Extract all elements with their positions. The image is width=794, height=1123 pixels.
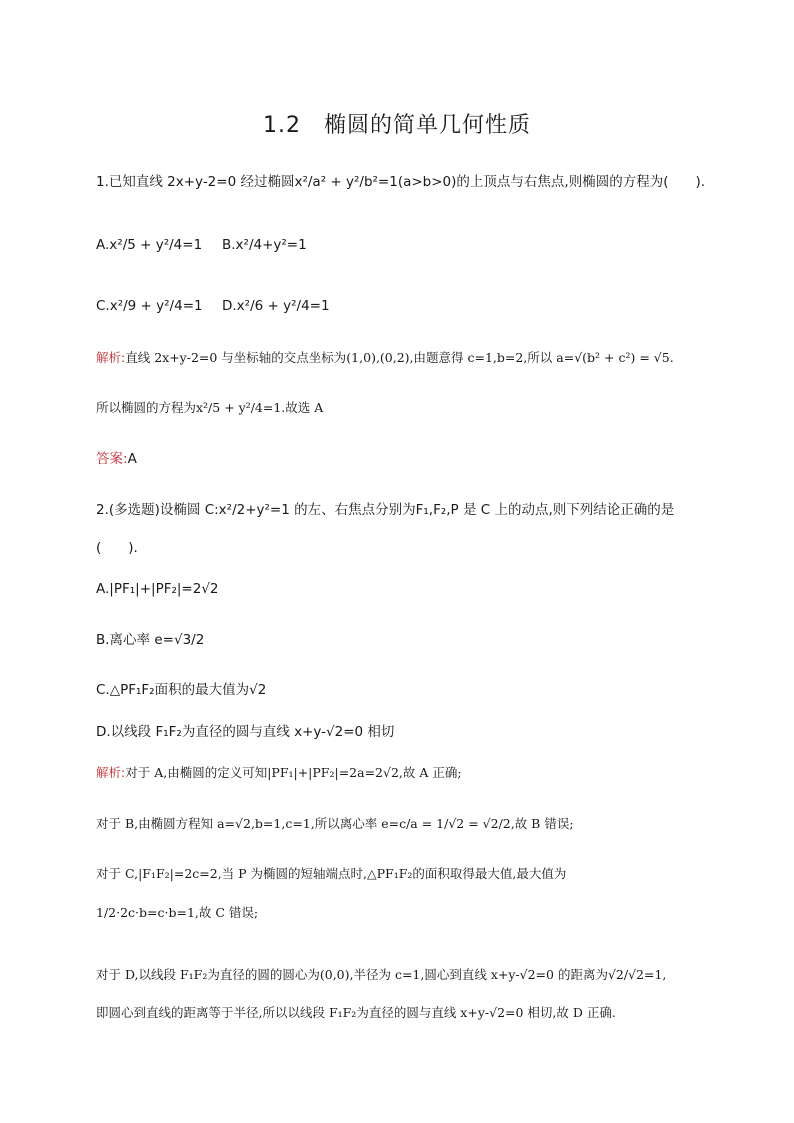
q2-stem: 2.(多选题)设椭圆 C:x²/2+y²=1 的左、右焦点分别为F₁,F₂,P 是 C 上的动点,则下列结论正确的是 [96, 502, 675, 518]
q2-option-b: B.离心率 e=√3/2 [96, 632, 205, 648]
q1-solution-line-2: 所以椭圆的方程为x²/5 + y²/4=1.故选 A [96, 400, 324, 415]
q2-option-c: C.△PF₁F₂面积的最大值为√2 [96, 682, 267, 698]
q1-option-b: B.x²/4+y²=1 [222, 237, 307, 253]
q2-solution-line-6: 即圆心到直线的距离等于半径,所以以线段 F₁F₂为直径的圆与直线 x+y-√2=0 相切,故 D 正确. [96, 1005, 616, 1020]
q1-option-a: A.x²/5 + y²/4=1 [96, 237, 203, 253]
q2-solution-line-5: 对于 D,以线段 F₁F₂为直径的圆的圆心为(0,0),半径为 c=1,圆心到直线 x+y-√2=0 的距离为√2/√2=1, [96, 967, 667, 982]
q1-option-d: D.x²/6 + y²/4=1 [222, 298, 330, 314]
q2-solution-line-2: 对于 B,由椭圆方程知 a=√2,b=1,c=1,所以离心率 e=c/a = 1/√2 = √2/2,故 B 错误; [96, 816, 574, 831]
q2-solution-line-3: 对于 C,|F₁F₂|=2c=2,当 P 为椭圆的短轴端点时,△PF₁F₂的面积取得最大值,最大值为 [96, 866, 567, 881]
q1-solution-text-1: 直线 2x+y-2=0 与坐标轴的交点坐标为(1,0),(0,2),由题意得 c=1,b=2,所以 a=√(b² + c²) = √5. [125, 350, 674, 365]
q2-option-d: D.以线段 F₁F₂为直径的圆与直线 x+y-√2=0 相切 [96, 724, 395, 740]
q1-solution-label: 解析: [96, 350, 126, 365]
q2-solution-text-1: 对于 A,由椭圆的定义可知|PF₁|+|PF₂|=2a=2√2,故 A 正确; [125, 765, 462, 780]
q2-option-a: A.|PF₁|+|PF₂|=2√2 [96, 581, 219, 597]
q2-solution-line-4: 1/2·2c·b=c·b=1,故 C 错误; [96, 905, 259, 920]
q1-answer [96, 449, 137, 469]
q1-option-c: C.x²/9 + y²/4=1 [96, 298, 203, 314]
q1-answer-label: 答案: [96, 451, 128, 467]
q1-solution-line-1 [96, 348, 674, 368]
page-title: 1.2 椭圆的简单几何性质 [263, 113, 531, 138]
q2-stem-continued: ( ). [96, 540, 138, 556]
q2-solution-label: 解析: [96, 765, 126, 780]
q1-answer-value: A [127, 451, 137, 467]
q1-stem: 1.已知直线 2x+y-2=0 经过椭圆x²/a² + y²/b²=1(a>b>0)的上顶点与右焦点,则椭圆的方程为( ). [96, 174, 706, 190]
q2-solution-line-1 [96, 763, 462, 783]
